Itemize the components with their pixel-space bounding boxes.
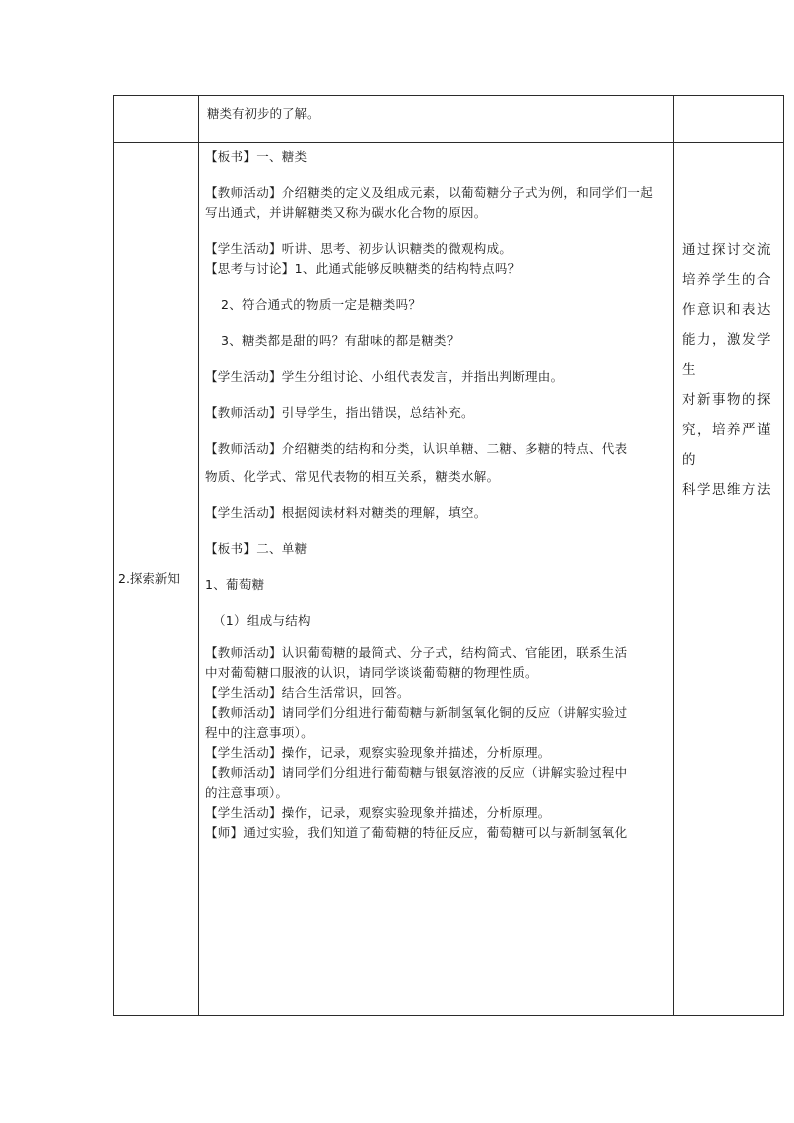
student-activity: 【学生活动】结合生活常识，回答。 [205,685,410,700]
intent-line: 通过探讨交流 [682,242,772,258]
teacher-activity-cont: 物质、化学式、常见代表物的相互关系，糖类水解。 [205,469,500,484]
section-heading: 1、葡萄糖 [205,577,265,592]
subsection-heading: （1）组成与结构 [213,613,311,628]
intent-line: 能力，激发学生 [682,332,772,378]
teacher-activity: 【教师活动】引导学生，指出错误，总结补充。 [205,405,474,420]
teacher-remark: 【师】通过实验，我们知道了葡萄糖的特征反应，葡萄糖可以与新制氢氧化 [205,825,628,840]
table-row [114,96,784,143]
teacher-activity-cont: 写出通式，并讲解糖类又称为碳水化合物的原因。 [205,205,487,220]
discussion-question-2: 2、符合通式的物质一定是糖类吗？ [221,297,422,312]
teacher-activity: 【教师活动】认识葡萄糖的最简式、分子式，结构简式、官能团，联系生活 [205,645,628,660]
student-activity: 【学生活动】操作，记录，观察实验现象并描述，分析原理。 [205,745,551,760]
intent-line: 对新事物的探 [682,392,772,408]
student-activity: 【学生活动】操作，记录，观察实验现象并描述，分析原理。 [205,805,551,820]
student-activity: 【学生活动】听讲、思考、初步认识糖类的微观构成。 [205,241,513,256]
teacher-activity-cont: 中对葡萄糖口服液的认识，请同学谈谈葡萄糖的物理性质。 [205,665,538,680]
stage-label: 2.探索新知 [118,571,180,586]
teacher-activity: 【教师活动】请同学们分组进行葡萄糖与银氨溶液的反应（讲解实验过程中 [205,765,628,780]
intent-line: 科学思维方法 [682,482,772,498]
intent-cell [674,143,784,1016]
board-heading-2: 【板书】二、单糖 [205,541,308,556]
activity-cell [199,143,674,1016]
intent-cell [674,96,784,143]
discussion-question-1: 【思考与讨论】1、此通式能够反映糖类的结构特点吗？ [205,261,521,276]
teacher-activity-cont: 程中的注意事项）。 [205,725,314,740]
intent-line: 培养学生的合 [682,272,772,288]
intent-line: 究，培养严谨的 [682,422,772,468]
activity-text: 糖类有初步的了解。 [207,106,320,121]
board-heading-1: 【板书】一、糖类 [205,149,308,164]
stage-cell [114,143,199,1016]
teacher-activity: 【教师活动】介绍糖类的定义及组成元素，以葡萄糖分子式为例，和同学们一起 [205,185,654,200]
table-row [114,143,784,1016]
teacher-activity: 【教师活动】请同学们分组进行葡萄糖与新制氢氧化铜的反应（讲解实验过 [205,705,628,720]
student-activity: 【学生活动】学生分组讨论、小组代表发言，并指出判断理由。 [205,369,564,384]
activity-content [199,143,673,843]
design-intent-text [674,143,783,505]
intent-line: 作意识和表达 [682,302,772,318]
student-activity: 【学生活动】根据阅读材料对糖类的理解，填空。 [205,505,487,520]
stage-cell [114,96,199,143]
lesson-plan-table [113,95,784,1016]
teacher-activity-cont: 的注意事项）。 [205,785,289,800]
activity-cell [199,96,674,143]
discussion-question-3: 3、糖类都是甜的吗？有甜味的都是糖类？ [221,333,460,348]
teacher-activity: 【教师活动】介绍糖类的结构和分类，认识单糖、二糖、多糖的特点、代表 [205,441,628,456]
